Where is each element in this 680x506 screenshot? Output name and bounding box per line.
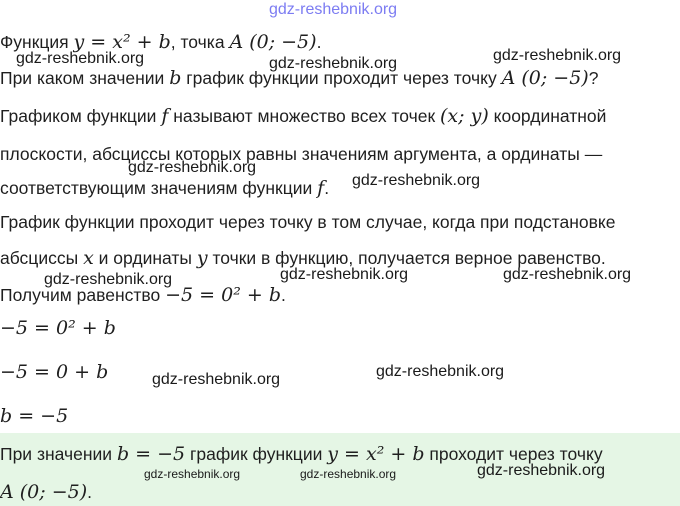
text: график функции	[189, 444, 323, 464]
text: .	[324, 178, 330, 198]
answer-value: b = −5	[116, 443, 186, 465]
watermark: gdz-reshebnik.org	[144, 467, 241, 481]
solution-step-1: −5 = 0² + b	[0, 317, 116, 339]
point: A (0; −5)	[0, 481, 88, 503]
text: .	[316, 32, 322, 52]
text: .	[87, 482, 92, 502]
text: точки в функцию, получается верное равенство.	[212, 248, 606, 268]
watermark: gdz-reshebnik.org	[269, 55, 398, 72]
text: соответствующим значениям функции	[0, 178, 313, 198]
watermark: gdz-reshebnik.org	[376, 363, 505, 380]
variable: b	[169, 67, 182, 89]
watermark: gdz-reshebnik.org	[128, 159, 257, 176]
point: A (0; −5)	[229, 31, 317, 53]
watermark: gdz-reshebnik.org	[280, 266, 409, 283]
theory-line-1	[0, 104, 606, 128]
watermark: gdz-reshebnik.org	[503, 266, 632, 283]
watermark: gdz-reshebnik.org	[352, 172, 481, 189]
formula: y = x² + b	[327, 443, 425, 465]
text: Графиком функции	[0, 106, 157, 126]
theory-line-2: плоскости, абсциссы которых равны значениям аргумента, а ординаты —	[0, 144, 603, 164]
text: , точка	[170, 32, 225, 52]
text: график функции проходит через точку	[186, 68, 497, 88]
text: .	[280, 285, 286, 305]
site-watermark: gdz-reshebnik.org	[269, 1, 398, 18]
text: При каком значении	[0, 68, 165, 88]
point: A (0; −5)	[501, 67, 589, 89]
variable: f	[317, 177, 325, 199]
variable: y	[196, 247, 208, 269]
variable: x	[83, 247, 94, 269]
text: и ординаты	[98, 248, 192, 268]
text: При значении	[0, 444, 113, 464]
text: называют множество всех точек	[173, 106, 436, 126]
text: абсциссы	[0, 248, 79, 268]
watermark: gdz-reshebnik.org	[152, 371, 281, 388]
text: координатной	[493, 106, 607, 126]
formula: y = x² + b	[73, 31, 171, 53]
equation: −5 = 0² + b	[165, 284, 281, 306]
watermark: gdz-reshebnik.org	[477, 462, 606, 479]
answer-line-2	[0, 480, 92, 504]
text: Получим равенство	[0, 285, 161, 305]
theory-line-3	[0, 176, 329, 200]
text: проходит через точку	[429, 444, 603, 464]
theory-line-4: График функции проходит через точку в том случае, когда при подстановке	[0, 212, 616, 232]
text: ?	[588, 68, 599, 88]
watermark: gdz-reshebnik.org	[300, 467, 397, 481]
pair: (x; y)	[440, 105, 489, 127]
text: Функция	[0, 32, 69, 52]
solution-step-2: −5 = 0 + b	[0, 361, 109, 383]
watermark: gdz-reshebnik.org	[493, 47, 622, 64]
solution-step-3: b = −5	[0, 405, 69, 427]
watermark: gdz-reshebnik.org	[16, 50, 145, 67]
variable: f	[161, 105, 169, 127]
watermark: gdz-reshebnik.org	[44, 271, 173, 288]
